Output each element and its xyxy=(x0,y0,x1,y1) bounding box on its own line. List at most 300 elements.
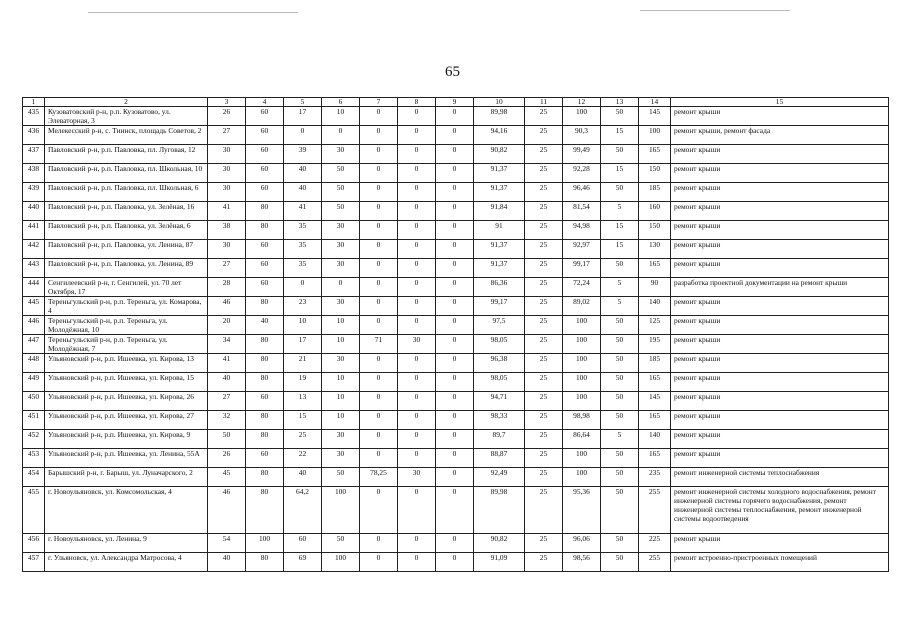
value-cell: 130 xyxy=(639,240,671,259)
value-cell: 10 xyxy=(322,335,360,354)
value-cell: 38 xyxy=(208,221,246,240)
value-cell: 98,05 xyxy=(474,335,525,354)
value-cell: 50 xyxy=(208,430,246,449)
value-cell: 0 xyxy=(360,278,398,297)
value-cell: 0 xyxy=(436,278,474,297)
table-row xyxy=(23,316,889,335)
value-cell: 50 xyxy=(601,411,639,430)
value-cell: 0 xyxy=(436,534,474,553)
value-cell: 0 xyxy=(360,354,398,373)
value-cell: 27 xyxy=(208,126,246,145)
address-cell: Сенгилеевский р-н, г. Сенгилей, ул. 70 лет Октября, 17 xyxy=(45,278,208,297)
value-cell: 0 xyxy=(360,430,398,449)
value-cell: 91,84 xyxy=(474,202,525,221)
table-row xyxy=(23,430,889,449)
row-number: 454 xyxy=(23,468,45,487)
value-cell: 0 xyxy=(436,145,474,164)
value-cell: 25 xyxy=(525,430,563,449)
value-cell: 41 xyxy=(208,354,246,373)
row-number: 439 xyxy=(23,183,45,202)
column-header-10: 10 xyxy=(474,98,525,107)
value-cell: 0 xyxy=(436,183,474,202)
value-cell: 50 xyxy=(322,468,360,487)
value-cell: 80 xyxy=(246,487,284,534)
value-cell: 40 xyxy=(246,316,284,335)
value-cell: 41 xyxy=(208,202,246,221)
table-row xyxy=(23,240,889,259)
work-type-cell: ремонт крыши xyxy=(671,183,889,202)
value-cell: 80 xyxy=(246,468,284,487)
value-cell: 40 xyxy=(208,373,246,392)
value-cell: 0 xyxy=(398,449,436,468)
value-cell: 50 xyxy=(601,449,639,468)
row-number: 438 xyxy=(23,164,45,183)
value-cell: 13 xyxy=(284,392,322,411)
value-cell: 0 xyxy=(360,297,398,316)
work-type-cell: ремонт инженерной системы холодного водоснабжения, ремонт инженерной системы горячего водоснабжения, ремонт инженерной системы теплоснабжения, ремонт инженерной системы водоотведения xyxy=(671,487,889,534)
value-cell: 0 xyxy=(322,126,360,145)
value-cell: 30 xyxy=(322,297,360,316)
value-cell: 0 xyxy=(360,221,398,240)
repair-register-table xyxy=(22,97,889,572)
value-cell: 50 xyxy=(601,259,639,278)
value-cell: 50 xyxy=(601,487,639,534)
value-cell: 80 xyxy=(246,335,284,354)
value-cell: 80 xyxy=(246,373,284,392)
value-cell: 10 xyxy=(322,107,360,126)
value-cell: 90 xyxy=(639,278,671,297)
value-cell: 30 xyxy=(322,221,360,240)
work-type-cell: ремонт крыши xyxy=(671,259,889,278)
value-cell: 0 xyxy=(436,202,474,221)
value-cell: 30 xyxy=(398,468,436,487)
address-cell: Павловский р-н, р.п. Павловка, пл. Школьная, 10 xyxy=(45,164,208,183)
value-cell: 100 xyxy=(246,534,284,553)
value-cell: 25 xyxy=(525,468,563,487)
value-cell: 46 xyxy=(208,487,246,534)
value-cell: 50 xyxy=(601,145,639,164)
value-cell: 0 xyxy=(360,107,398,126)
value-cell: 90,3 xyxy=(563,126,601,145)
value-cell: 185 xyxy=(639,354,671,373)
scan-artifact xyxy=(640,10,790,11)
value-cell: 60 xyxy=(246,107,284,126)
value-cell: 0 xyxy=(398,534,436,553)
value-cell: 25 xyxy=(525,278,563,297)
value-cell: 0 xyxy=(436,164,474,183)
value-cell: 25 xyxy=(525,164,563,183)
table-row xyxy=(23,534,889,553)
value-cell: 60 xyxy=(284,534,322,553)
value-cell: 96,38 xyxy=(474,354,525,373)
value-cell: 25 xyxy=(525,354,563,373)
value-cell: 30 xyxy=(208,240,246,259)
value-cell: 0 xyxy=(398,278,436,297)
value-cell: 255 xyxy=(639,487,671,534)
value-cell: 100 xyxy=(563,449,601,468)
value-cell: 60 xyxy=(246,392,284,411)
value-cell: 50 xyxy=(601,107,639,126)
value-cell: 96,06 xyxy=(563,534,601,553)
value-cell: 0 xyxy=(398,297,436,316)
column-header-1: 1 xyxy=(23,98,45,107)
value-cell: 89,02 xyxy=(563,297,601,316)
value-cell: 60 xyxy=(246,183,284,202)
value-cell: 72,24 xyxy=(563,278,601,297)
value-cell: 25 xyxy=(525,534,563,553)
column-header-13: 13 xyxy=(601,98,639,107)
value-cell: 91,37 xyxy=(474,183,525,202)
value-cell: 0 xyxy=(398,392,436,411)
value-cell: 25 xyxy=(525,145,563,164)
value-cell: 80 xyxy=(246,354,284,373)
row-number: 446 xyxy=(23,316,45,335)
value-cell: 0 xyxy=(436,487,474,534)
value-cell: 30 xyxy=(322,354,360,373)
work-type-cell: ремонт крыши xyxy=(671,107,889,126)
value-cell: 0 xyxy=(436,240,474,259)
value-cell: 50 xyxy=(601,468,639,487)
value-cell: 30 xyxy=(208,164,246,183)
value-cell: 0 xyxy=(398,487,436,534)
value-cell: 50 xyxy=(601,354,639,373)
row-number: 436 xyxy=(23,126,45,145)
value-cell: 54 xyxy=(208,534,246,553)
value-cell: 89,98 xyxy=(474,107,525,126)
table-row xyxy=(23,392,889,411)
value-cell: 25 xyxy=(284,430,322,449)
value-cell: 0 xyxy=(360,240,398,259)
value-cell: 15 xyxy=(601,240,639,259)
value-cell: 0 xyxy=(284,126,322,145)
value-cell: 5 xyxy=(601,430,639,449)
value-cell: 165 xyxy=(639,259,671,278)
row-number: 451 xyxy=(23,411,45,430)
value-cell: 98,98 xyxy=(563,411,601,430)
value-cell: 86,64 xyxy=(563,430,601,449)
value-cell: 165 xyxy=(639,449,671,468)
address-cell: Павловский р-н, р.п. Павловка, ул. Ленина, 87 xyxy=(45,240,208,259)
value-cell: 80 xyxy=(246,221,284,240)
value-cell: 0 xyxy=(436,221,474,240)
column-header-12: 12 xyxy=(563,98,601,107)
value-cell: 0 xyxy=(436,335,474,354)
value-cell: 0 xyxy=(436,468,474,487)
value-cell: 0 xyxy=(284,278,322,297)
value-cell: 21 xyxy=(284,354,322,373)
row-number: 457 xyxy=(23,553,45,572)
value-cell: 41 xyxy=(284,202,322,221)
value-cell: 91,37 xyxy=(474,240,525,259)
row-number: 448 xyxy=(23,354,45,373)
value-cell: 25 xyxy=(525,392,563,411)
value-cell: 27 xyxy=(208,259,246,278)
work-type-cell: ремонт крыши, ремонт фасада xyxy=(671,126,889,145)
value-cell: 25 xyxy=(525,316,563,335)
row-number: 456 xyxy=(23,534,45,553)
value-cell: 0 xyxy=(360,487,398,534)
value-cell: 0 xyxy=(398,221,436,240)
column-header-2: 2 xyxy=(45,98,208,107)
value-cell: 94,98 xyxy=(563,221,601,240)
value-cell: 25 xyxy=(525,240,563,259)
value-cell: 0 xyxy=(322,278,360,297)
row-number: 435 xyxy=(23,107,45,126)
value-cell: 50 xyxy=(601,373,639,392)
value-cell: 98,05 xyxy=(474,373,525,392)
row-number: 440 xyxy=(23,202,45,221)
value-cell: 40 xyxy=(284,164,322,183)
work-type-cell: ремонт крыши xyxy=(671,164,889,183)
address-cell: Тереньгульский р-н, р.п. Тереньга, ул. Молодёжная, 7 xyxy=(45,335,208,354)
value-cell: 25 xyxy=(525,183,563,202)
value-cell: 0 xyxy=(398,553,436,572)
value-cell: 165 xyxy=(639,145,671,164)
value-cell: 97,5 xyxy=(474,316,525,335)
value-cell: 0 xyxy=(360,534,398,553)
row-number: 437 xyxy=(23,145,45,164)
work-type-cell: ремонт крыши xyxy=(671,202,889,221)
value-cell: 195 xyxy=(639,335,671,354)
value-cell: 20 xyxy=(208,316,246,335)
value-cell: 69 xyxy=(284,553,322,572)
address-cell: г. Новоульяновск, ул. Комсомольская, 4 xyxy=(45,487,208,534)
value-cell: 99,17 xyxy=(563,259,601,278)
work-type-cell: ремонт крыши xyxy=(671,335,889,354)
value-cell: 50 xyxy=(601,392,639,411)
value-cell: 89,7 xyxy=(474,430,525,449)
value-cell: 25 xyxy=(525,202,563,221)
value-cell: 50 xyxy=(601,316,639,335)
row-number: 447 xyxy=(23,335,45,354)
value-cell: 96,46 xyxy=(563,183,601,202)
work-type-cell: ремонт крыши xyxy=(671,145,889,164)
value-cell: 64,2 xyxy=(284,487,322,534)
table-row xyxy=(23,259,889,278)
table-row xyxy=(23,373,889,392)
value-cell: 0 xyxy=(436,430,474,449)
value-cell: 0 xyxy=(398,354,436,373)
value-cell: 100 xyxy=(322,553,360,572)
value-cell: 0 xyxy=(360,164,398,183)
value-cell: 0 xyxy=(436,354,474,373)
value-cell: 0 xyxy=(398,202,436,221)
address-cell: Ульяновский р-н, р.п. Ишеевка, ул. Кирова, 15 xyxy=(45,373,208,392)
value-cell: 0 xyxy=(398,107,436,126)
value-cell: 140 xyxy=(639,297,671,316)
value-cell: 10 xyxy=(322,392,360,411)
value-cell: 30 xyxy=(208,145,246,164)
value-cell: 17 xyxy=(284,107,322,126)
value-cell: 25 xyxy=(525,487,563,534)
column-number-row xyxy=(23,98,889,107)
value-cell: 0 xyxy=(436,259,474,278)
column-header-7: 7 xyxy=(360,98,398,107)
address-cell: Павловский р-н, р.п. Павловка, ул. Зелёная, 16 xyxy=(45,202,208,221)
value-cell: 50 xyxy=(322,202,360,221)
value-cell: 95,36 xyxy=(563,487,601,534)
value-cell: 30 xyxy=(322,449,360,468)
work-type-cell: ремонт встроенно-пристроенных помещений xyxy=(671,553,889,572)
row-number: 442 xyxy=(23,240,45,259)
value-cell: 99,17 xyxy=(474,297,525,316)
work-type-cell: ремонт инженерной системы теплоснабжения xyxy=(671,468,889,487)
value-cell: 92,28 xyxy=(563,164,601,183)
work-type-cell: ремонт крыши xyxy=(671,221,889,240)
value-cell: 25 xyxy=(525,259,563,278)
value-cell: 23 xyxy=(284,297,322,316)
value-cell: 10 xyxy=(322,411,360,430)
value-cell: 80 xyxy=(246,202,284,221)
value-cell: 30 xyxy=(208,183,246,202)
value-cell: 0 xyxy=(398,373,436,392)
row-number: 441 xyxy=(23,221,45,240)
value-cell: 0 xyxy=(398,316,436,335)
table-header xyxy=(23,98,889,107)
table-row xyxy=(23,145,889,164)
row-number: 449 xyxy=(23,373,45,392)
address-cell: г. Ульяновск, ул. Александра Матросова, 4 xyxy=(45,553,208,572)
value-cell: 100 xyxy=(639,126,671,145)
value-cell: 91 xyxy=(474,221,525,240)
value-cell: 25 xyxy=(525,107,563,126)
address-cell: Ульяновский р-н, р.п. Ишеевка, ул. Ленина, 55А xyxy=(45,449,208,468)
value-cell: 15 xyxy=(601,164,639,183)
value-cell: 50 xyxy=(601,183,639,202)
value-cell: 94,71 xyxy=(474,392,525,411)
value-cell: 0 xyxy=(360,126,398,145)
value-cell: 30 xyxy=(398,335,436,354)
value-cell: 92,49 xyxy=(474,468,525,487)
value-cell: 35 xyxy=(284,259,322,278)
value-cell: 90,82 xyxy=(474,534,525,553)
table-row xyxy=(23,202,889,221)
value-cell: 26 xyxy=(208,449,246,468)
value-cell: 25 xyxy=(525,221,563,240)
table-row xyxy=(23,449,889,468)
value-cell: 10 xyxy=(322,316,360,335)
value-cell: 50 xyxy=(322,183,360,202)
value-cell: 15 xyxy=(601,221,639,240)
value-cell: 90,82 xyxy=(474,145,525,164)
value-cell: 25 xyxy=(525,335,563,354)
address-cell: Тереньгульский р-н, р.п. Тереньга, ул. Молодёжная, 10 xyxy=(45,316,208,335)
row-number: 443 xyxy=(23,259,45,278)
value-cell: 92,97 xyxy=(563,240,601,259)
table-row xyxy=(23,164,889,183)
work-type-cell: ремонт крыши xyxy=(671,430,889,449)
scan-artifact xyxy=(88,12,298,13)
value-cell: 5 xyxy=(601,297,639,316)
value-cell: 140 xyxy=(639,430,671,449)
value-cell: 28 xyxy=(208,278,246,297)
table-row xyxy=(23,468,889,487)
value-cell: 0 xyxy=(360,449,398,468)
value-cell: 50 xyxy=(601,335,639,354)
value-cell: 71 xyxy=(360,335,398,354)
value-cell: 100 xyxy=(563,335,601,354)
value-cell: 78,25 xyxy=(360,468,398,487)
value-cell: 89,98 xyxy=(474,487,525,534)
value-cell: 0 xyxy=(436,316,474,335)
value-cell: 0 xyxy=(398,430,436,449)
table-row xyxy=(23,487,889,534)
value-cell: 150 xyxy=(639,164,671,183)
column-header-3: 3 xyxy=(208,98,246,107)
value-cell: 81,54 xyxy=(563,202,601,221)
value-cell: 99,49 xyxy=(563,145,601,164)
value-cell: 30 xyxy=(322,430,360,449)
value-cell: 0 xyxy=(398,183,436,202)
table-row xyxy=(23,553,889,572)
value-cell: 0 xyxy=(398,164,436,183)
work-type-cell: ремонт крыши xyxy=(671,354,889,373)
page-number: 65 xyxy=(445,64,460,80)
value-cell: 25 xyxy=(525,297,563,316)
value-cell: 25 xyxy=(525,373,563,392)
value-cell: 39 xyxy=(284,145,322,164)
work-type-cell: ремонт крыши xyxy=(671,373,889,392)
value-cell: 30 xyxy=(322,259,360,278)
value-cell: 0 xyxy=(360,316,398,335)
value-cell: 0 xyxy=(398,145,436,164)
table-row xyxy=(23,221,889,240)
value-cell: 60 xyxy=(246,164,284,183)
work-type-cell: ремонт крыши xyxy=(671,411,889,430)
value-cell: 0 xyxy=(436,392,474,411)
value-cell: 50 xyxy=(322,534,360,553)
value-cell: 5 xyxy=(601,202,639,221)
value-cell: 0 xyxy=(398,126,436,145)
value-cell: 91,37 xyxy=(474,164,525,183)
row-number: 453 xyxy=(23,449,45,468)
column-header-5: 5 xyxy=(284,98,322,107)
value-cell: 100 xyxy=(563,316,601,335)
row-number: 452 xyxy=(23,430,45,449)
row-number: 445 xyxy=(23,297,45,316)
table-body xyxy=(23,107,889,572)
value-cell: 40 xyxy=(284,468,322,487)
value-cell: 98,56 xyxy=(563,553,601,572)
address-cell: Павловский р-н, р.п. Павловка, ул. Зелёная, 6 xyxy=(45,221,208,240)
value-cell: 30 xyxy=(322,145,360,164)
value-cell: 94,16 xyxy=(474,126,525,145)
value-cell: 25 xyxy=(525,553,563,572)
column-header-8: 8 xyxy=(398,98,436,107)
value-cell: 10 xyxy=(284,316,322,335)
table-row xyxy=(23,297,889,316)
column-header-6: 6 xyxy=(322,98,360,107)
address-cell: Павловский р-н, р.п. Павловка, пл. Луговая, 12 xyxy=(45,145,208,164)
value-cell: 0 xyxy=(436,107,474,126)
value-cell: 0 xyxy=(436,126,474,145)
value-cell: 60 xyxy=(246,145,284,164)
value-cell: 34 xyxy=(208,335,246,354)
value-cell: 32 xyxy=(208,411,246,430)
address-cell: Ульяновский р-н, р.п. Ишеевка, ул. Кирова, 9 xyxy=(45,430,208,449)
table-row xyxy=(23,107,889,126)
value-cell: 60 xyxy=(246,278,284,297)
row-number: 455 xyxy=(23,487,45,534)
value-cell: 10 xyxy=(322,373,360,392)
value-cell: 150 xyxy=(639,221,671,240)
address-cell: Павловский р-н, р.п. Павловка, ул. Ленина, 89 xyxy=(45,259,208,278)
work-type-cell: ремонт крыши xyxy=(671,316,889,335)
address-cell: Тереньгульский р-н, р.п. Тереньга, ул. Комарова, 4 xyxy=(45,297,208,316)
value-cell: 35 xyxy=(284,240,322,259)
value-cell: 98,33 xyxy=(474,411,525,430)
value-cell: 45 xyxy=(208,468,246,487)
